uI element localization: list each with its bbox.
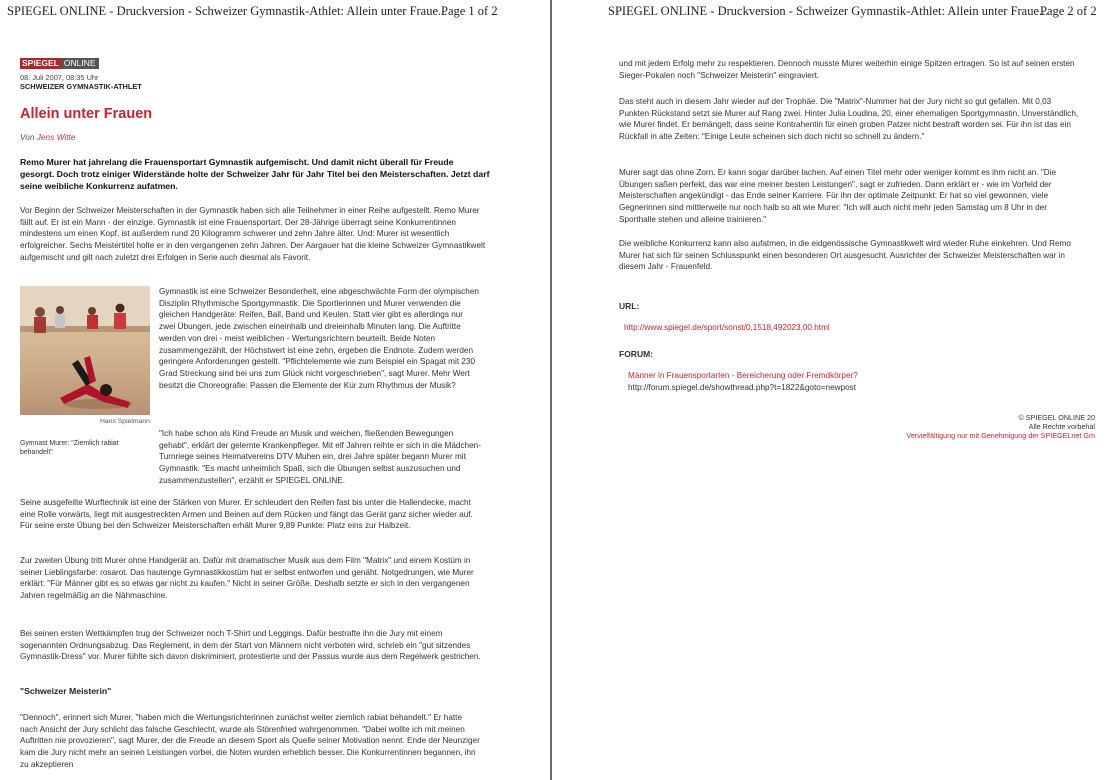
- subhead: "Schweizer Meisterin": [20, 686, 112, 696]
- print-page-2: [552, 0, 1109, 780]
- byline-prefix: Von: [20, 132, 35, 142]
- photo-credit: Hans Spielmann: [100, 418, 150, 425]
- author-link[interactable]: Jens Witte: [36, 132, 76, 142]
- paragraph-7: "Dennoch", erinnert sich Murer, "haben mich die Wertungsrichterinnen zunächst weiter ziemlich rabiat behandelt." Er hatte nach Ansicht der Jury schlicht das falsche Geschlecht, wurde als Störenfried wahrgenommen. "Dabei wollte ich mit meinen Auftritten nie provozieren", sagt Murer, der die Freude an diesem Sport als Quelle seiner Motivation nennt. Ende der Neunziger kam die Jury nicht mehr an seinen Leistungen vorbei, die Noten wurden erheblich besser. Die Konkurrentinnen begannen, ihn zu akzeptieren: [20, 713, 480, 769]
- page-number-text: Page 1 of 2: [441, 4, 498, 18]
- paragraph-6: Bei seinen ersten Wettkämpfen trug der Schweizer noch T-Shirt und Leggings. Dafür bestrafte ihn die Jury mit einem sogenannten Ordnungsabzug. Das Reglement, in dem der Start von Männern nicht verboten wird, schrieb ein "gut sitzendes Gymnastik-Dress" vor. Murer fühlte sich davon diskriminiert, protestierte und der Passus wurde aus dem Regelwerk gestrichen.: [20, 629, 481, 662]
- logo-part-spiegel: SPIEGEL: [22, 58, 59, 68]
- rights-reserved-line: Alle Rechte vorbehal: [1028, 422, 1095, 431]
- paragraph-4: Seine ausgefeilte Wurftechnik ist eine der Stärken von Murer. Er schleudert den Reifen fast bis unter die Hallendecke, macht eine Rolle vorwärts, liegt mit ausgestreckten Armen und Beinen auf dem Rücken und fängt das Gerät ganz sicher wieder auf. Für seine erste Übung bei den Schweizer Meisterschaften erhält Murer 9,89 Punkte: Platz eins zur Halbzeit.: [20, 498, 473, 531]
- article-url-link[interactable]: http://www.spiegel.de/sport/sonst/0,1518,492023,00.html: [624, 323, 830, 332]
- page-header: [7, 4, 447, 19]
- page-header: [608, 4, 1048, 19]
- page-number: [441, 4, 498, 19]
- article-headline: Allein unter Frauen: [20, 106, 153, 122]
- page-number-text: Page 2 of 2: [1040, 4, 1097, 18]
- forum-url: http://forum.spiegel.de/showthread.php?t=1822&goto=newpost: [628, 383, 857, 392]
- forum-label: FORUM:: [619, 349, 653, 359]
- page-number: [1040, 4, 1097, 19]
- article-date: 08. Juli 2007, 08:35 Uhr: [20, 73, 99, 82]
- forum-topic-link[interactable]: Männer in Frauensportarten - Bereicherung oder Fremdkörper?: [628, 371, 858, 380]
- article-lead: Remo Murer hat jahrelang die Frauensportart Gymnastik aufgemischt. Und damit nicht überall für Freude gesorgt. Doch trotz einiger Widerstände holte der Schweizer Jahr für Jahr Titel bei den Meisterschaften. Jetzt darf seine weibliche Konkurrenz aufatmen.: [20, 157, 490, 191]
- gymnast-illustration: [20, 286, 150, 415]
- paragraph-1: Vor Beginn der Schweizer Meisterschaften in der Gymnastik haben sich alle Teilnehmer in einer Reihe aufgestellt. Remo Murer fällt auf. Er ist ein Mann - der einzige. Gymnastik ist eine Frauensportart. Der 28-Jährige überragt seine Konkurrentinnen mindestens um einen Kopf, ist außerdem rund 20 Kilogramm schwerer und zehn Jahre älter. Und: Murer ist wesentlich erfolgreicher. Sechs Meistertitel holte er in den vergangenen zehn Jahren. Der Aargauer hat die kleine Schweizer Gymnastikwelt aufgemischt und gilt nach zuletzt drei Erfolgen in Serie auch diesmal als Favorit.: [20, 206, 486, 262]
- gymnast-photo: [20, 286, 150, 415]
- logo-part-online: ONLINE: [61, 58, 99, 69]
- article-byline: [20, 132, 75, 142]
- page-header-title: SPIEGEL ONLINE - Druckversion - Schweizer Gymnastik-Athlet: Allein unter Fraue...: [608, 4, 1049, 18]
- paragraph-3: Murer sagt das ohne Zorn. Er kann sogar darüber lachen. Auf einen Titel mehr oder weniger kommt es ihm nicht an. "Die Übungen saßen perfekt, das war eine meiner besten Leistungen", sagt er zufrieden. Dann erklärt er - wie im Vorfeld der Meisterschaften angekündigt - das Ende seiner Karriere. Für ihn der optimale Zeitpunkt: Er hat so viel gewonnen, viele Gegnerinnen sind mittlerweile nur noch halb so alt wie Murer: "Ich will auch nicht mehr jeden Samstag um 8 Uhr in der Sporthalle stehen und alleine trainieren.": [619, 168, 1057, 224]
- paragraph-2: Das steht auch in diesem Jahr wieder auf der Trophäe. Die "Matrix"-Nummer hat der Jury nicht so gut gefallen. Mit 0,03 Punkten Rückstand setzt sie Murer auf Rang zwei. Hinter Julia Loudina, 20, einer ehemaligen Sportgymnastin. Unverständlich, wie Murer findet. Er bemängelt, dass seine Kontrahentin für einen groben Patzer nicht bestraft worden sei. Für ihn ist das ein Rückfall in alte Zeiten: "Einige Leute scheinen sich doch nicht so schnell zu ändern.": [619, 97, 1079, 142]
- paragraph-5: Zur zweiten Übung tritt Murer ohne Handgerät an. Dafür mit dramatischer Musik aus dem Film "Matrix" und einem Kostüm in seiner Lieblingsfarbe: rosarot. Das hautenge Gymnastikkostüm hat er selbst entworfen und genäht. Notgedrungen, wie Murer erklärt: "Für Männer gibt es so etwas gar nicht zu kaufen." Nicht in seiner Größe. Deshalb setzte er sich in den vergangenen Jahren regelmäßig an die Nähmaschine.: [20, 556, 474, 601]
- paragraph-continued: und mit jedem Erfolg mehr zu respektieren. Dennoch musste Murer weiterhin einige Spitzen ertragen. So ist auf seinen ersten Sieger-Pokalen noch "Schweizer Meisterin" eingraviert.: [619, 59, 1075, 80]
- spiegel-online-logo: [20, 58, 99, 69]
- url-label: URL:: [619, 301, 640, 311]
- paragraph-2: Gymnastik ist eine Schweizer Besonderheit, eine abgeschwächte Form der olympischen Disziplin Rhythmische Sportgymnastik. Die Sportlerinnen und Murer verwenden die gleichen Handgeräte: Reifen, Ball, Band und Keulen. Statt vier gibt es allerdings nur zwei Übungen, jede zwischen eineinhalb und dreieinhalb Minuten lang. Die Auftritte werden von drei - meist weiblichen - Wertungsrichtern beurteilt. Beide Noten zusammengezählt, der Höchstwert ist eine zehn, ergeben die Endnote. Zudem werden geringere Anforderungen gestellt. "Pflichtelemente wie zum Beispiel ein Spagat mit 230 Grad Streckung sind bei uns zum Glück nicht vorgeschrieben", sagt Murer. Mehr Wert besitzt die Choreografie: Passen die Elemente der Kür zum Rhythmus der Musik?: [159, 287, 479, 390]
- page-header-title: SPIEGEL ONLINE - Druckversion - Schweizer Gymnastik-Athlet: Allein unter Fraue...: [7, 4, 448, 18]
- photo-caption: Gymnast Murer: "Ziemlich rabiat behandelt": [20, 440, 119, 456]
- reproduction-notice: Vervielfältigung nur mit Genehmigung der SPIEGELnet Gm: [906, 431, 1095, 440]
- paragraph-4: Die weibliche Konkurrenz kann also aufatmen, in die eidgenössische Gymnastikwelt wird wieder Ruhe einkehren. Und Remo Murer hat sich für seinen Schlusspunkt einen besonderen Ort ausgesucht. Ausrichter der Schweizer Meisterschaften war in diesem Jahr - Frauenfeld.: [619, 239, 1071, 272]
- print-page-1: [0, 0, 550, 780]
- copyright-line: © SPIEGEL ONLINE 20: [1018, 413, 1095, 422]
- article-kicker: SCHWEIZER GYMNASTIK-ATHLET: [20, 82, 142, 91]
- paragraph-3: "Ich habe schon als Kind Freude an Musik und weichen, fließenden Bewegungen gehabt", erklärt der gelernte Krankenpfleger. Mit elf Jahren reihte er sich in die Mädchen-Turnriege seines Heimatvereins DTV Muhen ein, drei Jahre später begann Murer mit Gymnastik. "Es macht unheimlich Spaß, sich die Übungen selbst auszusuchen und zusammenzustellen", erzählt er SPIEGEL ONLINE.: [159, 429, 481, 485]
